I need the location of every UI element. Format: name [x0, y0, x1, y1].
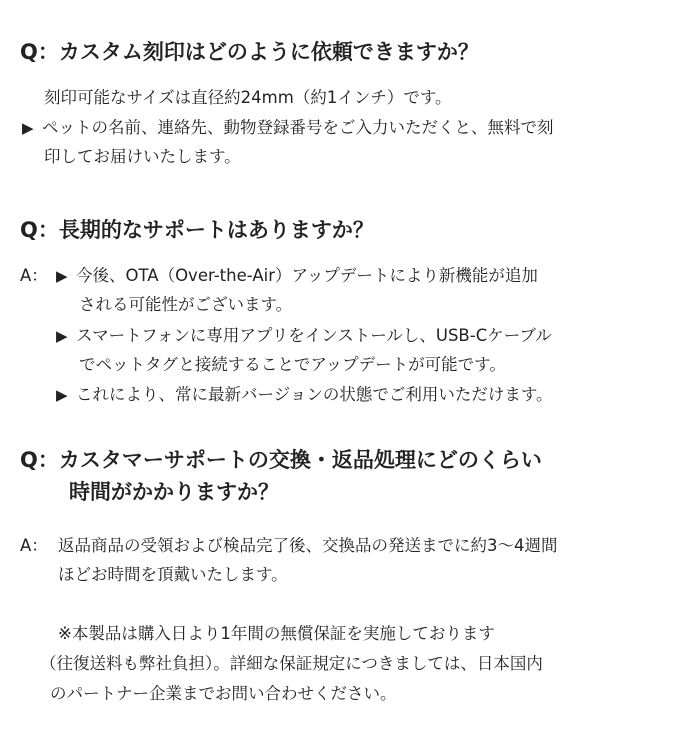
bullet-triangle-icon: ▶ [22, 119, 34, 137]
warranty-note-line: ※本製品は購入日より1年間の無償保証を実施しております [58, 624, 495, 643]
faq-answer-line: ▶ これにより、常に最新バージョンの状態でご利用いただけます。 [56, 385, 553, 404]
bullet-triangle-icon: ▶ [56, 327, 68, 345]
answer-prefix: A： [20, 536, 48, 555]
faq-answer-line: される可能性がございます。 [79, 295, 293, 314]
faq-answer-line: 印してお届けいたします。 [44, 147, 241, 166]
faq-question-returns: Q：カスタマーサポートの交換・返品処理にどのくらい 時間がかかりますか？ [20, 448, 542, 504]
answer-prefix: A： [20, 266, 48, 285]
faq-answer-line: でペットタグと接続することでアップデートが可能です。 [79, 355, 506, 374]
faq-answer-line: ▶ スマートフォンに専用アプリをインストールし、USB-Cケーブル [56, 326, 552, 345]
warranty-note-line: （往復送料も弊社負担）。詳細な保証規定につきましては、日本国内 [40, 654, 543, 673]
faq-answer-line: A： 返品商品の受領および検品完了後、交換品の発送までに約3〜4週間 [20, 536, 558, 555]
faq-answer-line: 刻印可能なサイズは直径約24mm（約1インチ）です。 [44, 88, 452, 107]
faq-question-engraving: Q：カスタム刻印はどのように依頼できますか？ [20, 40, 479, 64]
faq-question-support: Q：長期的なサポートはありますか？ [20, 218, 374, 242]
warranty-note-line: のパートナー企業までお問い合わせください。 [50, 684, 397, 703]
faq-answer-line: A： ▶ 今後、OTA（Over-the-Air）アップデートにより新機能が追加 [20, 266, 538, 285]
bullet-triangle-icon: ▶ [56, 386, 68, 404]
bullet-triangle-icon: ▶ [56, 267, 68, 285]
faq-answer-line: ほどお時間を頂戴いたします。 [58, 565, 288, 584]
faq-answer-line: ▶ ペットの名前、連絡先、動物登録番号をご入力いただくと、無料で刻 [22, 118, 554, 137]
